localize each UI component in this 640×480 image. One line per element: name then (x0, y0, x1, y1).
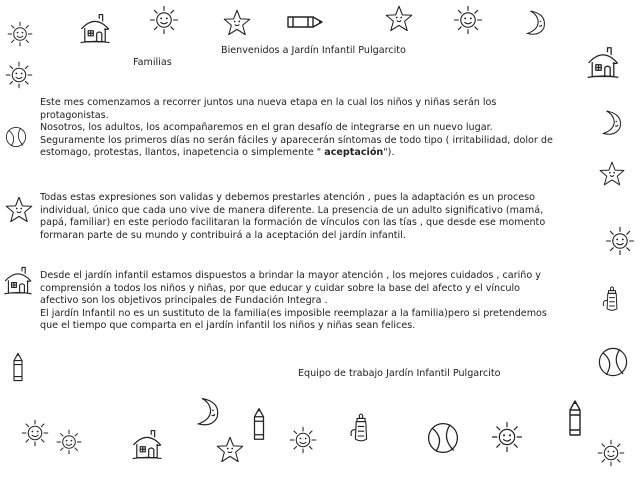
familias-label: Familias (133, 57, 172, 68)
text-line: individual, único que cada uno vive de manera diferente. La presencia de un adulto significativo (mamá, (40, 204, 544, 216)
sun-icon (452, 4, 484, 36)
text-line: comprensión a todos los niños y niñas, por que educar y cuidar sobre la base del afecto y el vínculo (40, 282, 521, 294)
star-icon (598, 160, 626, 188)
star-icon (215, 435, 245, 465)
house-icon (78, 12, 112, 46)
paragraph-adaptation (40, 192, 615, 242)
text-line-end: "). (383, 147, 395, 158)
baby-bottle-icon (345, 412, 377, 444)
star-icon (384, 4, 414, 34)
text-line (40, 147, 615, 160)
text-line: protagonistas. (40, 109, 109, 121)
sun-icon (148, 4, 180, 36)
sun-icon (596, 438, 626, 468)
signature: Equipo de trabajo Jardín Infantil Pulgarcito (298, 368, 501, 379)
text-line-start: estomago, protestas, llantos, inapetencia o simplemente " (40, 147, 325, 158)
text-line: afectivo son los objetivos principales de Fundación Integra . (40, 295, 328, 306)
ball-icon (425, 420, 461, 456)
text-line: Seguramente los primeros días no serán fáciles y aparecerán síntomas de todo tipo ( irritabilidad, dolor de (40, 134, 553, 146)
house-icon (585, 45, 621, 81)
sun-icon (55, 428, 83, 456)
moon-icon (520, 8, 550, 38)
text-line: Desde el jardín infantil estamos dispuestos a brindar la mayor atención , los mejores cuidados , cariño y (40, 270, 541, 281)
ball-icon (4, 125, 28, 149)
sun-icon (490, 420, 524, 454)
text-line: que el tiempo que comparta en el jardín infantil los niños y niñas sean felices. (40, 320, 416, 331)
crayon-icon (250, 405, 268, 443)
house-icon (2, 265, 34, 297)
sun-icon (4, 60, 34, 90)
sun-icon (288, 425, 318, 455)
star-icon (4, 195, 34, 225)
page-title: Bienvenidos a Jardín Infantil Pulgarcito (221, 45, 406, 56)
house-icon (130, 428, 164, 462)
text-line: papá, familiar) en este periodo facilitaran la formación de vínculos con las tías , que desde ese momento (40, 217, 546, 228)
crayon-icon (10, 350, 26, 384)
text-line: Este mes comenzamos a recorrer juntos una nueva etapa en la cual los niños y niñas serán los (40, 97, 497, 108)
star-icon (222, 8, 252, 38)
text-line: formaran parte de su mundo y contribuirá a la aceptación del jardín infantil. (40, 229, 406, 241)
moon-icon (190, 395, 224, 429)
ball-icon (596, 345, 630, 379)
paragraph-welcome (40, 97, 615, 160)
paragraph-commitment (40, 270, 615, 333)
text-line: Todas estas expresiones son validas y debemos prestarles atención , pues la adaptación es un proceso (40, 192, 535, 203)
emphasis-word: aceptación (324, 147, 384, 158)
text-line: Nosotros, los adultos, los acompañaremos en el gran desafío de integrarse en un nuevo lugar. (40, 122, 493, 133)
sun-icon (6, 20, 34, 48)
crayon-icon (565, 398, 585, 438)
sun-icon (20, 418, 50, 448)
crayon-icon (285, 12, 325, 32)
text-line: El jardín Infantil no es un sustituto de la familia(es imposible reemplazar a la familia)pero si pretendemos (40, 307, 547, 319)
